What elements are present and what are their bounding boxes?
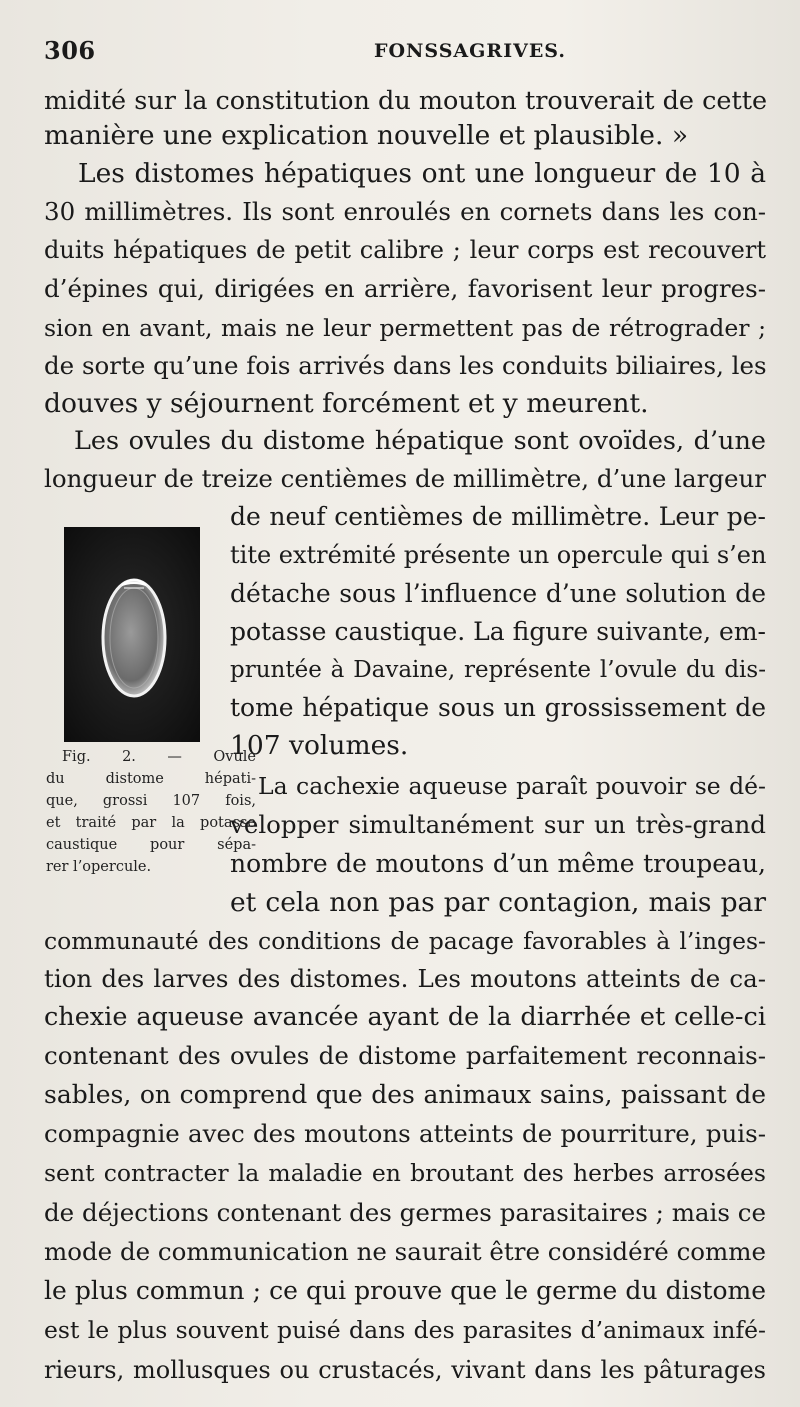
figure-caption (46, 746, 256, 878)
body-line: tite extrémité présente un opercule qui s’en (230, 541, 767, 569)
body-line: pruntée à Davaine, représente l’ovule du dis- (230, 657, 766, 683)
body-line: chexie aqueuse avancée ayant de la diarrhée et celle-ci (44, 1002, 766, 1032)
body-line: mode de communication ne saurait être considéré comme (44, 1237, 767, 1266)
body-line: sables, on comprend que des animaux sains, paissant de (44, 1080, 766, 1109)
body-line: Les ovules du distome hépatique sont ovoïdes, d’une (74, 426, 766, 456)
figure-ovule (64, 527, 200, 742)
caption-line: du distome hépati- (46, 771, 256, 787)
body-line: nombre de moutons d’un même troupeau, (230, 849, 766, 878)
body-line: détache sous l’influence d’une solution de (230, 579, 766, 608)
page-header (44, 36, 764, 72)
body-line: velopper simultanément sur un très-grand (230, 810, 766, 839)
body-line: Les distomes hépatiques ont une longueur de 10 à (78, 158, 766, 189)
body-line: d’épines qui, dirigées en arrière, favorisent leur progres- (44, 274, 766, 303)
body-line: contenant des ovules de distome parfaitement reconnais- (44, 1041, 766, 1070)
body-line: est le plus souvent puisé dans des parasites d’animaux infé- (44, 1316, 766, 1344)
page-number: 306 (44, 36, 96, 65)
body-line: manière une explication nouvelle et plausible. » (44, 120, 689, 151)
body-line: communauté des conditions de pacage favorables à l’inges- (44, 927, 766, 955)
body-line: 30 millimètres. Ils sont enroulés en cornets dans les con- (44, 197, 766, 226)
body-line: 107 volumes. (230, 730, 409, 761)
body-line: rieurs, mollusques ou crustacés, vivant dans les pâturages (44, 1356, 766, 1384)
body-line: midité sur la constitution du mouton trouverait de cette (44, 86, 768, 116)
body-line: et cela non pas par contagion, mais par (230, 887, 766, 918)
caption-line: caustique pour sépa- (46, 837, 256, 853)
body-line: de neuf centièmes de millimètre. Leur pe- (230, 502, 766, 531)
body-line: douves y séjournent forcément et y meurent. (44, 388, 649, 419)
caption-line: rer l’opercule. (46, 859, 152, 875)
body-line: le plus commun ; ce qui prouve que le germe du distome (44, 1276, 766, 1305)
body-line: sent contracter la maladie en broutant des herbes arrosées (44, 1159, 766, 1187)
body-line: duits hépatiques de petit calibre ; leur corps est recouvert (44, 236, 766, 264)
caption-line: que, grossi 107 fois, (46, 793, 256, 809)
caption-line: et traité par la potasse (46, 815, 256, 831)
body-line: potasse caustique. La figure suivante, em- (230, 617, 766, 646)
running-head: FONSSAGRIVES. (374, 40, 566, 62)
caption-line: Fig. 2. — Ovule (62, 749, 256, 765)
body-line: sion en avant, mais ne leur permettent pas de rétrograder ; (44, 314, 766, 342)
body-line: tome hépatique sous un grossissement de (230, 693, 766, 722)
body-line: de déjections contenant des germes parasitaires ; mais ce (44, 1198, 766, 1227)
body-line: La cachexie aqueuse paraît pouvoir se dé- (258, 772, 766, 800)
ovule-illustration (64, 527, 200, 742)
body-line: de sorte qu’une fois arrivés dans les conduits biliaires, les (44, 351, 767, 380)
body-line: tion des larves des distomes. Les moutons atteints de ca- (44, 964, 766, 993)
body-line: longueur de treize centièmes de millimètre, d’une largeur (44, 464, 766, 493)
body-line: compagnie avec des moutons atteints de pourriture, puis- (44, 1119, 766, 1148)
